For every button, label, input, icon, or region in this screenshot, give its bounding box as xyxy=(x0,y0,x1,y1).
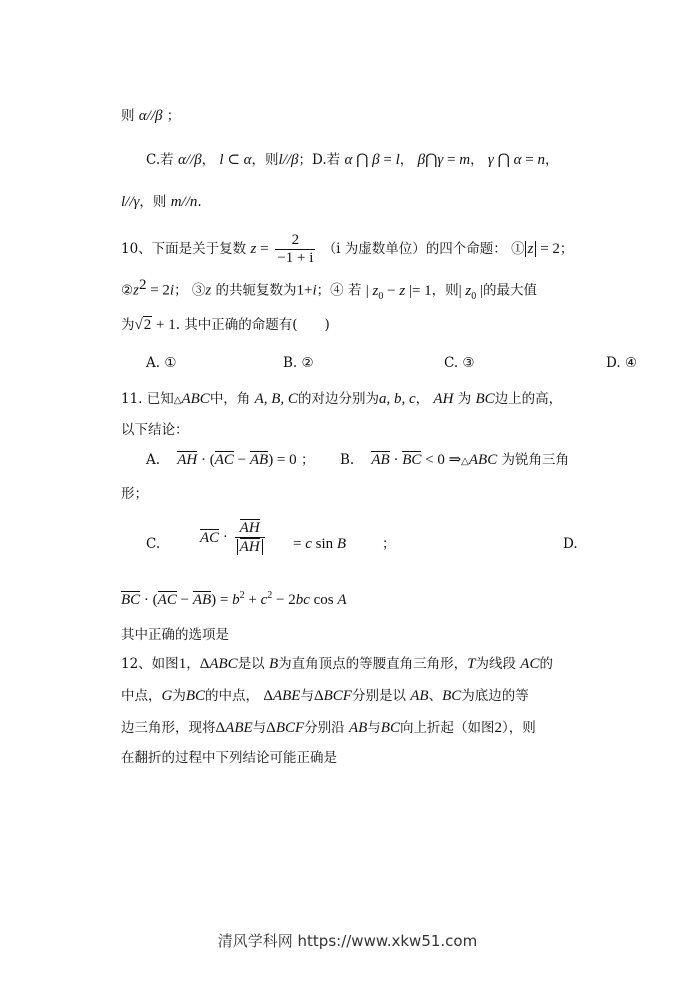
text: 为 xyxy=(457,391,472,407)
formula: γ xyxy=(487,152,494,168)
formula: ) = $b^2 + c^2 - 2bc$ cos A xyxy=(211,590,347,608)
option-label: C. xyxy=(146,536,161,552)
text: 则 xyxy=(121,108,135,124)
option-c-line xyxy=(146,150,558,170)
vector-bc: BC xyxy=(121,592,141,608)
formula: · ( xyxy=(197,452,215,468)
option-11-c-line xyxy=(146,534,160,554)
text: . 其中正确的命题有( ) xyxy=(175,317,330,333)
question-11-line-2: 以下结论： xyxy=(121,422,189,438)
formula: G xyxy=(161,688,173,704)
formula: = xyxy=(443,152,460,168)
formula: B xyxy=(268,656,279,672)
formula: · ( xyxy=(140,592,158,608)
text: 中点， xyxy=(121,688,162,704)
text: ， xyxy=(399,152,414,168)
formula: BC xyxy=(475,391,495,407)
formula: m xyxy=(459,152,471,168)
option-a: A. ① xyxy=(146,355,177,371)
option-11-c-end: ； xyxy=(382,536,396,552)
text: ，则 xyxy=(431,282,459,299)
formula: AH xyxy=(433,391,454,407)
formula: = xyxy=(256,241,273,257)
formula: l xyxy=(395,152,400,168)
text: 是以 xyxy=(237,656,265,672)
formula: ⋂ xyxy=(425,152,438,168)
option-c: C. ③ xyxy=(444,355,475,371)
line-1 xyxy=(121,106,180,126)
option-11-a-line xyxy=(146,450,314,470)
text: ， xyxy=(470,152,484,168)
option-11-d-label: D. xyxy=(563,536,578,552)
formula: BC xyxy=(442,688,462,704)
formula: BC xyxy=(380,720,400,736)
footer-watermark: 清风学科网 https://www.xkw51.com xyxy=(217,932,478,950)
formula: △ xyxy=(173,395,182,406)
formula: − xyxy=(176,592,193,608)
formula: ΔABC xyxy=(199,656,238,672)
text: ； xyxy=(559,241,574,257)
formula: γ xyxy=(437,152,444,168)
formula: A, B, C xyxy=(254,391,298,407)
text: 12、如图 xyxy=(121,656,179,672)
formula: α xyxy=(344,152,353,168)
text: . xyxy=(197,194,202,210)
line-3 xyxy=(121,192,202,212)
text: 边上的高， xyxy=(494,391,563,407)
fraction-numerator: AH xyxy=(235,519,265,538)
option-11-d-formula xyxy=(121,586,347,610)
formula: T xyxy=(467,656,476,672)
formula: | $z_0$ | xyxy=(458,282,484,302)
option-11-b-line-2: 形； xyxy=(121,486,148,502)
vector-ah: AH xyxy=(177,452,198,468)
text: 为 xyxy=(172,688,186,704)
formula: β xyxy=(372,152,380,168)
text: ，则 xyxy=(251,152,279,168)
formula: α xyxy=(513,152,522,168)
text: ；④ 若 xyxy=(316,282,362,299)
question-12-line-4: 在翻折的过程中下列结论可能正确是 xyxy=(121,750,337,766)
text: ； xyxy=(174,282,188,299)
text: 与 xyxy=(367,720,381,736)
text: ； xyxy=(300,452,315,468)
text: 中，角 xyxy=(209,391,251,407)
formula: a, b, c xyxy=(378,391,416,407)
question-12-line-3 xyxy=(121,718,536,738)
formula: 1+i xyxy=(296,282,317,299)
vector-ab: AB xyxy=(192,592,212,608)
option-label: A. xyxy=(146,452,161,468)
text: 与 xyxy=(300,688,314,704)
formula: = xyxy=(379,152,396,168)
text: ， xyxy=(201,152,216,168)
option-d: D. ④ xyxy=(606,355,638,371)
formula: ) = 0 xyxy=(268,452,297,468)
question-11-prompt: 其中正确的选项是 xyxy=(121,627,229,643)
text: ；D.若 xyxy=(298,152,341,168)
vector-bc: BC xyxy=(402,452,422,468)
text: 的对边分别为 xyxy=(297,391,379,407)
question-12-line-2 xyxy=(121,686,529,706)
formula: < 0 ⇒ xyxy=(421,452,462,468)
option-11-b-line xyxy=(340,450,569,472)
formula: l//γ xyxy=(121,194,140,210)
vector-ac: AC xyxy=(157,592,177,608)
formula: ΔABE xyxy=(215,720,253,736)
text: ），则 xyxy=(501,720,536,736)
formula: ΔBCF xyxy=(266,720,305,736)
formula: AB xyxy=(410,688,429,704)
text: ， xyxy=(544,152,559,168)
formula: · xyxy=(219,529,232,545)
circled-number: ① xyxy=(511,241,525,257)
text: 与 xyxy=(252,720,267,736)
circled-number: ② xyxy=(121,282,134,299)
formula: α//β xyxy=(138,108,163,124)
question-12-line-1 xyxy=(121,654,553,674)
formula: − xyxy=(233,452,250,468)
formula: BC xyxy=(185,688,206,704)
text: 分别是以 xyxy=(351,688,406,704)
text: 分别沿 xyxy=(304,720,345,736)
formula: 2 xyxy=(494,720,502,736)
vector-ac: AC xyxy=(200,530,220,546)
formula: ⊂ xyxy=(223,152,244,168)
formula: 2 xyxy=(138,277,147,293)
formula: z xyxy=(205,282,212,299)
formula: ABC xyxy=(468,452,498,468)
question-text: 10、下面是关于复数 xyxy=(121,241,247,257)
vector-ac: AC xyxy=(214,452,234,468)
option-11-c-formula xyxy=(200,519,268,556)
formula: = xyxy=(521,152,538,168)
fraction-numerator: 2 xyxy=(275,232,315,250)
text: 若 xyxy=(160,152,174,168)
formula: ΔBCF xyxy=(313,688,352,704)
formula: ⋂ xyxy=(493,152,514,168)
formula: l xyxy=(219,152,224,168)
text: 向上折起（如图 xyxy=(399,720,495,736)
option-11-c-rhs xyxy=(293,534,346,554)
option-label: B. xyxy=(340,452,355,468)
formula: z xyxy=(250,241,257,257)
formula: √2 + 1 xyxy=(134,317,176,333)
formula: = c sin B xyxy=(293,536,347,552)
text: ， xyxy=(415,391,430,407)
vector-ab: AB xyxy=(371,452,390,468)
question-10-line-1 xyxy=(121,232,573,267)
formula: △ xyxy=(461,456,469,467)
fraction xyxy=(275,232,315,267)
formula: ABC xyxy=(181,391,210,407)
formula: = 2i xyxy=(146,282,175,299)
formula: α xyxy=(243,152,252,168)
formula: n xyxy=(537,152,545,168)
question-text: 11. 已知 xyxy=(121,391,174,407)
text: 为直角顶点的等腰直角三角形， xyxy=(278,656,468,672)
text: 的共轭复数为 xyxy=(211,282,297,299)
text: ； xyxy=(166,108,181,124)
text: 的中点， xyxy=(205,688,260,704)
formula: 1 xyxy=(178,656,187,672)
text: ， xyxy=(186,656,200,672)
formula: l//β xyxy=(278,152,299,168)
text: 为底边的等 xyxy=(461,688,529,704)
fraction xyxy=(235,519,265,556)
question-10-line-3 xyxy=(121,315,330,335)
text: 为线段 xyxy=(475,656,516,672)
text: 的最大值 xyxy=(483,282,538,299)
formula: α//β xyxy=(177,152,202,168)
text: ，则 xyxy=(139,194,167,210)
formula: m//n xyxy=(170,194,198,210)
text: 为锐角三角 xyxy=(501,452,570,468)
circled-number: ③ xyxy=(191,282,206,299)
vector-ab: AB xyxy=(249,452,269,468)
question-10-line-2 xyxy=(121,275,537,307)
formula: | $z_0 - z$ |= 1 xyxy=(365,282,432,302)
fraction-denominator: AH xyxy=(235,538,265,556)
text: 的 xyxy=(539,656,553,672)
text: 边三角形，现将 xyxy=(121,720,216,736)
formula: AB xyxy=(348,720,368,736)
formula: · xyxy=(389,452,403,468)
option-label: C. xyxy=(146,152,161,168)
formula: z xyxy=(133,282,139,299)
formula: ⋂ xyxy=(352,152,373,168)
formula: = 2 xyxy=(536,241,560,257)
text: 、 xyxy=(428,688,443,704)
formula: z xyxy=(525,241,537,257)
option-b: B. ② xyxy=(283,355,314,371)
formula: AC xyxy=(520,656,540,672)
fraction-denominator: −1 + i xyxy=(277,250,314,266)
formula: ΔABE xyxy=(263,688,301,704)
question-11-line-1 xyxy=(121,389,562,411)
formula: β xyxy=(417,152,426,168)
text: 为 xyxy=(121,317,135,333)
question-text: （i 为虚数单位）的四个命题： xyxy=(322,241,507,257)
